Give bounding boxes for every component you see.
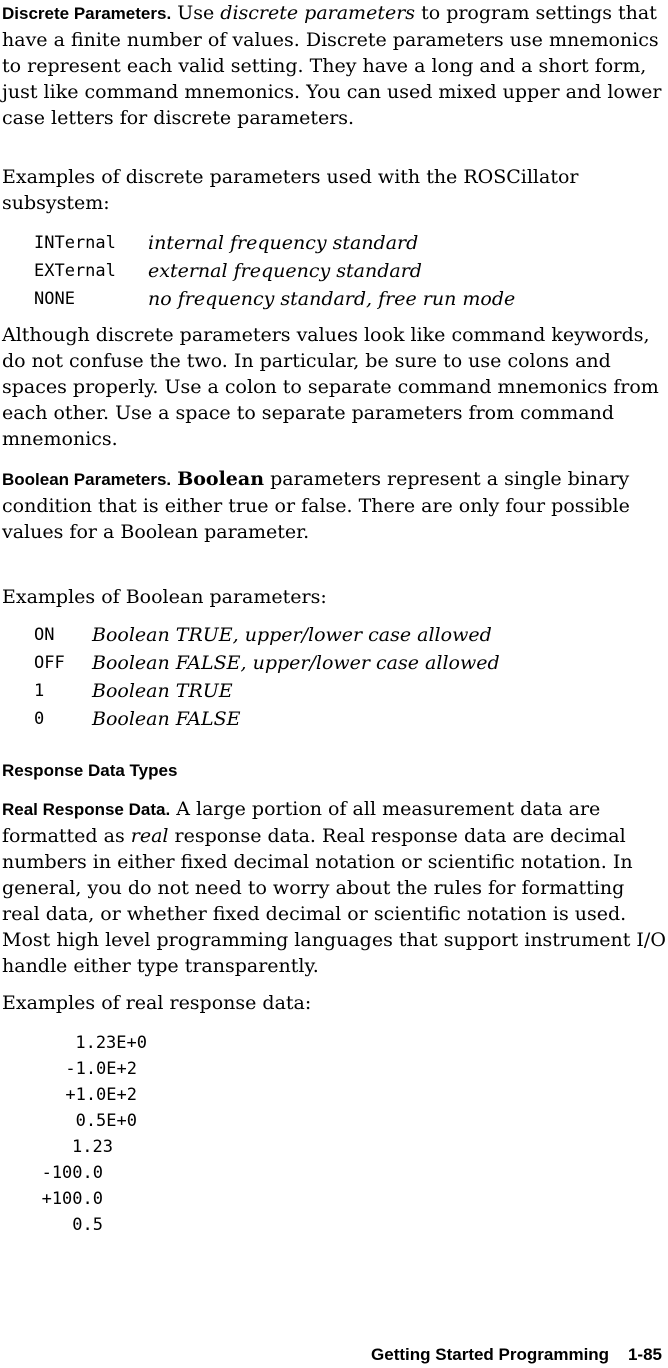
list-item: -100.0: [41, 1163, 103, 1183]
example-description: external frequency standard: [148, 260, 422, 282]
example-code: 0: [34, 709, 45, 729]
boolean-description: parameters represent a single binary condition that is either true or false. There are only four possible values for a Boolean parameter.: [2, 468, 630, 543]
real-response-lead: A large portion of all measurement data are formatted as: [2, 798, 601, 847]
real-term: real: [130, 825, 169, 847]
boolean-parameters-heading: Boolean Parameters.: [2, 470, 172, 489]
example-description: no frequency standard, free run mode: [148, 288, 516, 310]
discrete-term: discrete parameters: [220, 2, 416, 24]
list-item: 0.5E+0: [75, 1111, 137, 1131]
example-code: EXTernal: [34, 261, 116, 281]
discrete-description: to program settings that have a finite number of values. Discrete parameters use mnemonics to represent each valid setting. They have a long and a short form, just like command mnemonics. You can used mixed upper and lower case letters for discrete parameters.: [2, 2, 662, 129]
list-item: +1.0E+2: [65, 1085, 137, 1105]
real-examples-intro: Examples of real response data:: [2, 992, 312, 1014]
footer-title: Getting Started Programming: [371, 1345, 610, 1364]
boolean-examples-intro: Examples of Boolean parameters:: [2, 586, 327, 608]
list-item: +100.0: [41, 1189, 103, 1209]
discrete-note-paragraph: Although discrete parameters values look like command keywords, do not confuse the two. In particular, be sure to use colons and spaces properly. Use a colon to separate command mnemonics from each other. Use a space to separate parameters from command mnemonics.: [2, 324, 659, 450]
example-description: Boolean FALSE, upper/lower case allowed: [92, 652, 500, 674]
list-item: -1.0E+2: [65, 1059, 137, 1079]
boolean-term: Boolean: [177, 468, 265, 490]
example-description: Boolean FALSE: [92, 708, 241, 730]
discrete-parameters-heading: Discrete Parameters.: [2, 4, 172, 23]
example-description: internal frequency standard: [148, 232, 419, 254]
example-code: ON: [34, 625, 55, 645]
list-item: 1.23E+0: [75, 1033, 147, 1053]
real-response-description: response data. Real response data are decimal numbers in either fixed decimal notation or scientific notation. In general, you do not need to worry about the rules for formatting real data, or whether fixed decimal or scientific notation is used. Most high level programming languages that support instrument I/O handle either type transparently.: [2, 825, 666, 977]
real-response-heading: Real Response Data.: [2, 800, 171, 819]
discrete-parameters-paragraph: [2, 0, 666, 131]
example-code: INTernal: [34, 233, 116, 253]
boolean-parameters-paragraph: [2, 466, 666, 545]
example-code: NONE: [34, 289, 75, 309]
list-item: 1.23: [72, 1137, 113, 1157]
example-code: 1: [34, 681, 45, 701]
page-number: 1-85: [627, 1345, 662, 1364]
real-response-paragraph: [2, 796, 666, 979]
example-description: Boolean TRUE, upper/lower case allowed: [92, 624, 492, 646]
discrete-examples-intro: Examples of discrete parameters used with the ROSCillator subsystem:: [2, 166, 579, 214]
example-description: Boolean TRUE: [92, 680, 233, 702]
list-item: 0.5: [72, 1215, 103, 1235]
example-code: OFF: [34, 653, 65, 673]
page-footer: [371, 1342, 662, 1368]
response-data-types-heading: Response Data Types: [2, 761, 178, 780]
discrete-use-word: Use: [177, 2, 215, 24]
